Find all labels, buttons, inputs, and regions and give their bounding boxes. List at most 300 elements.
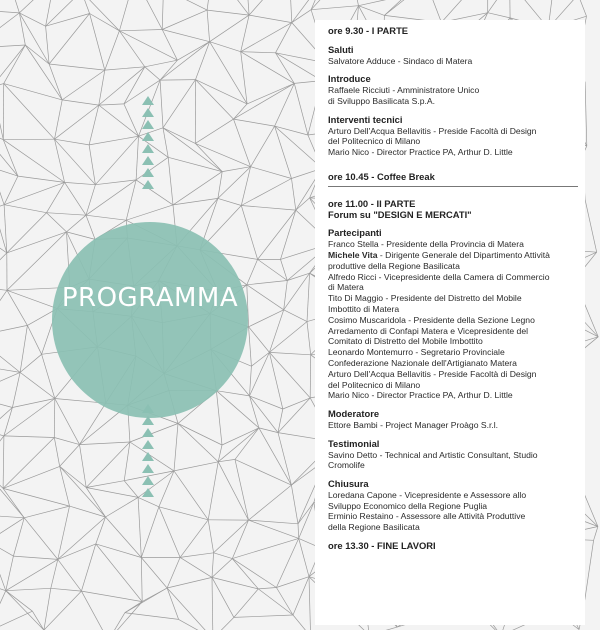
triangle-icon bbox=[142, 108, 154, 117]
mesh-line bbox=[0, 10, 19, 13]
mesh-line bbox=[81, 591, 142, 602]
mesh-line bbox=[167, 588, 213, 630]
mesh-line bbox=[208, 520, 213, 553]
mesh-line bbox=[67, 232, 96, 240]
mesh-line bbox=[90, 14, 120, 31]
program-content bbox=[328, 26, 578, 552]
mesh-line bbox=[167, 557, 180, 588]
mesh-line bbox=[208, 462, 218, 520]
mesh-line bbox=[251, 126, 275, 167]
mesh-line bbox=[141, 558, 142, 602]
mesh-line bbox=[249, 520, 299, 538]
mesh-line bbox=[216, 391, 222, 445]
mesh-line bbox=[275, 83, 295, 126]
mesh-line bbox=[89, 136, 138, 145]
mesh-line bbox=[173, 172, 222, 205]
mesh-line bbox=[180, 557, 212, 577]
mesh-line bbox=[234, 589, 258, 618]
triangle-icon bbox=[142, 440, 154, 449]
triangle-icon bbox=[142, 144, 154, 153]
mesh-line bbox=[67, 215, 87, 232]
triangle-icon bbox=[142, 156, 154, 165]
mesh-line bbox=[585, 82, 587, 146]
mesh-line bbox=[195, 143, 222, 171]
mesh-line bbox=[218, 198, 241, 205]
mesh-line bbox=[247, 281, 287, 285]
mesh-line bbox=[80, 442, 130, 445]
mesh-line bbox=[167, 577, 212, 588]
mesh-line bbox=[145, 67, 160, 80]
mesh-line bbox=[55, 139, 65, 182]
mesh-line bbox=[291, 485, 298, 524]
mesh-line bbox=[249, 485, 292, 520]
mesh-line bbox=[49, 64, 62, 100]
mesh-line bbox=[488, 13, 510, 18]
triangle-icon bbox=[142, 488, 154, 497]
mesh-line bbox=[86, 185, 95, 216]
mesh-line bbox=[241, 15, 249, 52]
mesh-line bbox=[284, 310, 307, 322]
mesh-line bbox=[3, 488, 69, 506]
mesh-line bbox=[86, 488, 105, 518]
mesh-line bbox=[174, 462, 218, 471]
mesh-line bbox=[293, 615, 311, 630]
mesh-line bbox=[62, 100, 99, 105]
triangle-icon bbox=[142, 180, 154, 189]
mesh-line bbox=[309, 577, 311, 630]
mesh-line bbox=[0, 466, 3, 488]
mesh-line bbox=[249, 327, 270, 353]
mesh-line bbox=[284, 273, 310, 310]
mesh-line bbox=[249, 0, 289, 15]
mesh-line bbox=[0, 372, 20, 395]
mesh-line bbox=[207, 10, 210, 42]
testimonial-line-2: Cromolife bbox=[328, 460, 365, 471]
mesh-line bbox=[6, 559, 58, 590]
mesh-line bbox=[269, 310, 283, 353]
mesh-line bbox=[307, 273, 310, 321]
mesh-line bbox=[3, 466, 60, 488]
mesh-line bbox=[269, 352, 282, 409]
mesh-line bbox=[195, 119, 233, 143]
mesh-line bbox=[164, 0, 208, 10]
mesh-line bbox=[0, 290, 7, 336]
mesh-line bbox=[60, 466, 86, 487]
mesh-line bbox=[0, 287, 7, 291]
triangle-icon bbox=[142, 452, 154, 461]
mesh-line bbox=[251, 167, 292, 179]
triangle-icon bbox=[142, 96, 154, 105]
mesh-line bbox=[178, 424, 218, 462]
mesh-line bbox=[234, 119, 275, 126]
mesh-line bbox=[27, 325, 41, 354]
mesh-line bbox=[51, 559, 58, 588]
mesh-line bbox=[168, 157, 222, 171]
participant-line: Arturo Dell'Acqua Bellavitis - Preside Facoltà di Design bbox=[328, 368, 537, 379]
mesh-line bbox=[293, 577, 309, 615]
mesh-line bbox=[81, 544, 95, 591]
mesh-line bbox=[60, 466, 70, 506]
mesh-line bbox=[4, 45, 26, 84]
mesh-line bbox=[6, 591, 33, 612]
mesh-line bbox=[510, 0, 511, 18]
mesh-line bbox=[218, 462, 248, 520]
part1-heading: ore 9.30 - I PARTE bbox=[328, 25, 409, 36]
mesh-line bbox=[258, 588, 276, 589]
mesh-line bbox=[179, 619, 213, 630]
mesh-line bbox=[241, 52, 276, 53]
mesh-line bbox=[0, 336, 20, 372]
mesh-line bbox=[210, 42, 241, 52]
mesh-line bbox=[54, 399, 55, 438]
mesh-line bbox=[251, 352, 269, 366]
mesh-line bbox=[141, 507, 159, 558]
chiusura-label: Chiusura bbox=[328, 478, 369, 490]
mesh-line bbox=[7, 232, 67, 290]
mesh-line bbox=[49, 64, 105, 70]
mesh-line bbox=[234, 615, 293, 617]
mesh-line bbox=[384, 0, 424, 15]
mesh-line bbox=[168, 157, 173, 205]
saluti-line: Salvatore Adduce - Sindaco di Matera bbox=[328, 55, 473, 66]
mesh-line bbox=[212, 577, 258, 589]
mesh-line bbox=[250, 366, 252, 396]
mesh-line bbox=[289, 0, 292, 23]
mesh-line bbox=[276, 588, 293, 616]
participant-line: Tito Di Maggio - Presidente del Distretto del Mobile bbox=[328, 293, 522, 304]
chiusura-line: Loredana Capone - Vicepresidente e Assessore allo bbox=[328, 489, 527, 500]
mesh-line bbox=[259, 428, 292, 485]
mesh-line bbox=[25, 45, 62, 100]
mesh-line bbox=[124, 104, 139, 136]
mesh-line bbox=[173, 198, 218, 205]
mesh-line bbox=[359, 6, 385, 16]
mesh-line bbox=[86, 488, 138, 498]
mesh-line bbox=[0, 45, 25, 48]
mesh-line bbox=[269, 322, 307, 353]
interventi-line-1: Arturo Dell'Acqua Bellavitis - Preside Facoltà di Design bbox=[328, 125, 537, 136]
mesh-line bbox=[95, 136, 138, 185]
mesh-line bbox=[594, 527, 598, 541]
mesh-line bbox=[162, 0, 163, 30]
mesh-line bbox=[488, 0, 510, 13]
mesh-line bbox=[55, 139, 90, 145]
mesh-line bbox=[99, 105, 139, 136]
triangle-column-bottom bbox=[142, 404, 154, 500]
programma-circle bbox=[52, 222, 248, 418]
mesh-line bbox=[138, 497, 141, 557]
mesh-line bbox=[126, 205, 173, 220]
moderatore-label: Moderatore bbox=[328, 408, 380, 420]
mesh-line bbox=[81, 0, 119, 31]
mesh-line bbox=[299, 538, 309, 576]
mesh-line bbox=[278, 409, 283, 433]
testimonial-line: Savino Detto - Technical and Artistic Consultant, Studio bbox=[328, 449, 538, 460]
mesh-line bbox=[7, 290, 57, 308]
mesh-line bbox=[163, 128, 168, 158]
mesh-line bbox=[125, 588, 167, 613]
mesh-line bbox=[0, 0, 7, 10]
mesh-line bbox=[3, 436, 4, 489]
mesh-line bbox=[177, 42, 209, 61]
triangle-icon bbox=[142, 464, 154, 473]
mesh-line bbox=[24, 518, 58, 560]
mesh-line bbox=[585, 540, 594, 599]
mesh-line bbox=[210, 15, 250, 42]
participant-line: Mario Nico - Director Practice PA, Arthur D. Little bbox=[328, 390, 513, 401]
coffee-break-heading: ore 10.45 - Coffee Break bbox=[328, 170, 435, 182]
mesh-line bbox=[249, 327, 252, 366]
mesh-line bbox=[0, 168, 4, 205]
mesh-line bbox=[49, 14, 90, 65]
mesh-line bbox=[212, 553, 214, 578]
introduce-line-2: di Sviluppo Basilicata S.p.A. bbox=[328, 95, 436, 106]
chiusura-line: Sviluppo Economico della Regione Puglia bbox=[328, 500, 488, 511]
mesh-line bbox=[20, 372, 55, 398]
mesh-line bbox=[99, 67, 145, 105]
mesh-line bbox=[278, 398, 310, 433]
chiusura-line: Erminio Restaino - Assessore alle Attività Produttive bbox=[328, 511, 526, 522]
triangle-icon bbox=[142, 168, 154, 177]
mesh-line bbox=[241, 206, 257, 260]
mesh-line bbox=[55, 100, 63, 139]
mesh-line bbox=[258, 259, 288, 280]
mesh-line bbox=[18, 176, 65, 182]
mesh-line bbox=[86, 215, 95, 239]
testimonial-label: Testimonial bbox=[328, 437, 380, 449]
mesh-line bbox=[310, 355, 311, 398]
mesh-line bbox=[58, 506, 70, 559]
mesh-line bbox=[119, 31, 177, 60]
mesh-line bbox=[196, 80, 234, 120]
mesh-line bbox=[124, 442, 130, 481]
mesh-line bbox=[278, 433, 291, 486]
mesh-line bbox=[241, 179, 291, 206]
fine-lavori-heading: ore 13.30 - FINE LAVORI bbox=[328, 540, 436, 552]
moderatore-line: Ettore Bambi - Project Manager Proàgo S.r.l. bbox=[328, 419, 499, 430]
mesh-line bbox=[159, 507, 180, 558]
mesh-line bbox=[218, 428, 259, 462]
mesh-line bbox=[241, 206, 295, 211]
mesh-line bbox=[249, 520, 299, 524]
mesh-line bbox=[298, 524, 299, 539]
mesh-line bbox=[235, 459, 249, 520]
participant-line: Alfredo Ricci - Vicepresidente della Camera di Commercio bbox=[328, 271, 550, 282]
mesh-line bbox=[160, 80, 163, 128]
mesh-line bbox=[0, 253, 7, 287]
mesh-line bbox=[4, 205, 46, 213]
mesh-line bbox=[55, 105, 99, 139]
mesh-line bbox=[281, 259, 288, 280]
participant-line: del Politecnico di Milano bbox=[328, 379, 421, 390]
mesh-line bbox=[0, 514, 24, 518]
mesh-line bbox=[247, 83, 294, 104]
mesh-line bbox=[3, 139, 54, 140]
mesh-line bbox=[119, 0, 134, 31]
participant-line: di Matera bbox=[328, 282, 364, 293]
mesh-line bbox=[81, 591, 108, 630]
mesh-line bbox=[241, 52, 295, 84]
mesh-line bbox=[212, 559, 232, 578]
mesh-line bbox=[258, 589, 293, 615]
mesh-line bbox=[47, 213, 67, 232]
partecipanti-label: Partecipanti bbox=[328, 227, 382, 239]
participant-line: Arredamento di Confapi Matera e Vicepresidente del bbox=[328, 325, 529, 336]
mesh-line bbox=[276, 53, 295, 84]
mesh-line bbox=[24, 506, 69, 518]
mesh-line bbox=[162, 30, 209, 42]
mesh-line bbox=[207, 10, 249, 15]
mesh-line bbox=[258, 210, 296, 259]
triangle-column-top bbox=[142, 96, 154, 192]
mesh-line bbox=[47, 182, 65, 212]
mesh-line bbox=[6, 556, 14, 591]
mesh-line bbox=[276, 577, 309, 588]
mesh-line bbox=[46, 0, 82, 26]
mesh-line bbox=[213, 617, 234, 630]
mesh-line bbox=[106, 497, 139, 517]
mesh-line bbox=[3, 488, 24, 517]
mesh-line bbox=[58, 544, 96, 560]
mesh-line bbox=[20, 354, 41, 372]
mesh-line bbox=[108, 613, 125, 630]
mesh-line bbox=[25, 45, 49, 64]
mesh-line bbox=[7, 213, 47, 253]
mesh-line bbox=[13, 556, 57, 559]
triangle-icon bbox=[142, 428, 154, 437]
mesh-line bbox=[7, 232, 67, 253]
mesh-line bbox=[292, 179, 296, 211]
mesh-line bbox=[4, 436, 54, 438]
mesh-line bbox=[241, 167, 250, 206]
interventi-line-2: Mario Nico - Director Practice PA, Arthur D. Little bbox=[328, 147, 513, 158]
mesh-line bbox=[235, 459, 291, 485]
mesh-line bbox=[6, 591, 44, 630]
mesh-line bbox=[0, 541, 13, 556]
mesh-line bbox=[51, 588, 82, 591]
mesh-line bbox=[119, 30, 162, 31]
mesh-line bbox=[0, 325, 27, 336]
mesh-line bbox=[0, 205, 4, 209]
mesh-line bbox=[207, 0, 213, 10]
mesh-line bbox=[55, 399, 80, 445]
participant-line: Michele Vita - Dirigente Generale del Dipartimento Attività bbox=[328, 249, 550, 260]
mesh-line bbox=[163, 128, 195, 144]
mesh-line bbox=[214, 520, 249, 553]
programma-title: PROGRAMMA bbox=[61, 283, 239, 313]
participant-line: Comitato di Distretto del Mobile Imbottito bbox=[328, 336, 483, 347]
mesh-line bbox=[96, 544, 142, 602]
mesh-line bbox=[163, 80, 196, 128]
mesh-line bbox=[62, 70, 105, 100]
mesh-line bbox=[180, 520, 208, 558]
mesh-line bbox=[235, 428, 259, 460]
saluti-label: Saluti bbox=[328, 43, 354, 55]
mesh-line bbox=[90, 14, 105, 71]
chiusura-line: della Regione Basilicata bbox=[328, 522, 420, 533]
mesh-line bbox=[47, 213, 87, 216]
mesh-line bbox=[4, 84, 63, 100]
triangle-icon bbox=[142, 476, 154, 485]
mesh-line bbox=[232, 559, 276, 588]
mesh-line bbox=[311, 0, 324, 10]
mesh-line bbox=[212, 577, 234, 617]
mesh-line bbox=[234, 83, 295, 119]
mesh-line bbox=[307, 322, 311, 355]
mesh-line bbox=[162, 10, 207, 29]
mesh-line bbox=[350, 0, 358, 6]
mesh-line bbox=[216, 391, 259, 428]
mesh-line bbox=[125, 613, 179, 620]
mesh-line bbox=[234, 104, 248, 119]
mesh-line bbox=[196, 80, 248, 104]
mesh-line bbox=[135, 0, 163, 30]
mesh-line bbox=[384, 0, 411, 15]
mesh-line bbox=[0, 431, 4, 436]
mesh-line bbox=[80, 445, 87, 488]
mesh-line bbox=[65, 182, 86, 215]
triangle-icon bbox=[142, 416, 154, 425]
interventi-line-1b: del Politecnico di Milano bbox=[328, 136, 421, 147]
mesh-line bbox=[80, 403, 106, 444]
mesh-line bbox=[136, 136, 138, 180]
mesh-line bbox=[7, 290, 27, 325]
mesh-line bbox=[99, 104, 124, 105]
mesh-line bbox=[232, 538, 298, 558]
mesh-line bbox=[162, 30, 177, 61]
mesh-line bbox=[58, 517, 106, 559]
mesh-line bbox=[0, 87, 3, 140]
mesh-line bbox=[96, 544, 142, 558]
mesh-line bbox=[4, 84, 55, 140]
mesh-line bbox=[105, 31, 120, 70]
mesh-line bbox=[105, 67, 145, 70]
participant-line: Franco Stella - Presidente della Provincia di Matera bbox=[328, 239, 524, 250]
mesh-line bbox=[0, 84, 4, 87]
triangle-icon bbox=[142, 120, 154, 129]
mesh-line bbox=[250, 396, 259, 428]
mesh-line bbox=[178, 424, 222, 446]
mesh-line bbox=[359, 0, 412, 6]
mesh-line bbox=[281, 210, 296, 259]
mesh-line bbox=[250, 352, 270, 396]
mesh-line bbox=[232, 559, 258, 589]
mesh-line bbox=[222, 428, 259, 445]
introduce-line: Raffaele Ricciuti - Amministratore Unico bbox=[328, 85, 480, 96]
mesh-line bbox=[167, 588, 179, 619]
mesh-line bbox=[99, 70, 105, 105]
mesh-line bbox=[54, 438, 59, 467]
mesh-line bbox=[6, 588, 51, 590]
triangle-icon bbox=[142, 404, 154, 413]
mesh-line bbox=[283, 398, 310, 409]
mesh-line bbox=[269, 352, 310, 398]
triangle-icon bbox=[142, 132, 154, 141]
introduce-label: Introduce bbox=[328, 73, 371, 85]
interventi-label: Interventi tecnici bbox=[328, 113, 403, 125]
participant-line: Leonardo Montemurro - Segretario Provinciale bbox=[328, 347, 505, 358]
mesh-line bbox=[180, 553, 214, 558]
mesh-line bbox=[32, 611, 44, 630]
part2-heading: ore 11.00 - II PARTE bbox=[328, 197, 416, 209]
mesh-line bbox=[247, 259, 258, 284]
mesh-line bbox=[311, 6, 358, 10]
mesh-line bbox=[54, 438, 79, 445]
mesh-line bbox=[0, 395, 12, 407]
mesh-line bbox=[119, 31, 144, 67]
mesh-line bbox=[247, 285, 284, 310]
mesh-line bbox=[141, 558, 167, 589]
